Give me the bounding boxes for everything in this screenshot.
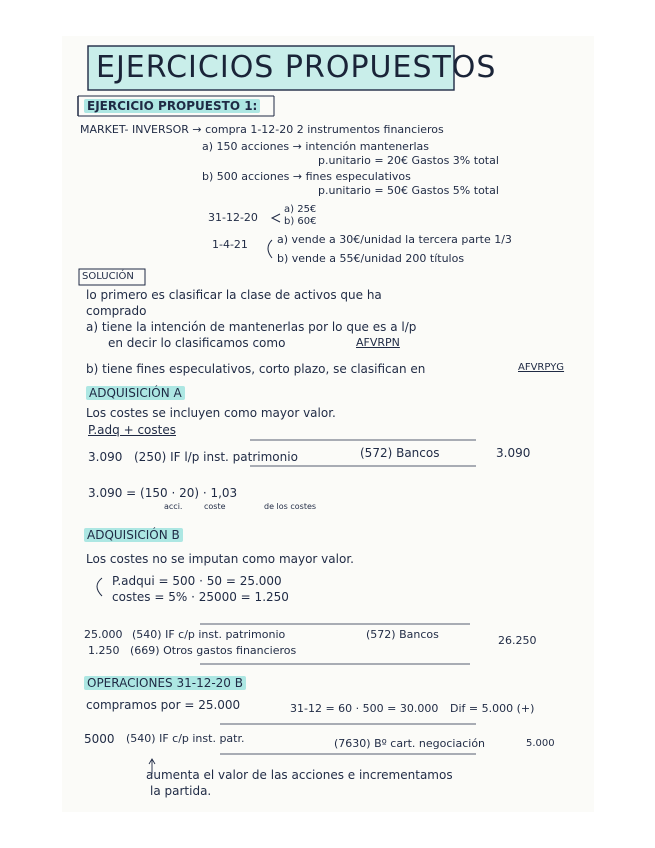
adq-a-credit-amount: 3.090 [496,446,531,460]
solution-p1b: comprado [86,304,147,318]
adq-a-text: Los costes se incluyen como mayor valor. [86,406,336,420]
solution-p3: b) tiene fines especulativos, corto plazo, se clasifican en [86,362,426,376]
date-apr-b: b) vende a 55€/unidad 200 títulos [277,252,465,265]
exercise-heading: EJERCICIO PROPUESTO 1: [84,99,260,113]
adq-b-entry2-amount: 1.250 [88,644,120,657]
date-dec-b: b) 60€ [284,216,317,227]
solution-p2b: en decir lo clasificamos como [108,336,286,350]
adq-b-line1: P.adqui = 500 · 50 = 25.000 [112,574,282,588]
adq-a-sub2: coste [204,502,226,511]
adq-a-sub3: de los costes [264,502,317,511]
oper-dif: Dif = 5.000 (+) [450,702,535,715]
solution-heading: SOLUCIÓN [82,271,134,282]
adq-b-text: Los costes no se imputan como mayor valor. [86,552,354,566]
oper-entry-debit: (540) IF c/p inst. patr. [126,732,245,745]
solution-p1: lo primero es clasificar la clase de activos que ha [86,288,382,302]
adq-b-heading: ADQUISICIÓN B [84,528,183,542]
adq-a-sub1: acci. [164,502,183,511]
oper-entry-amount: 5000 [84,732,115,746]
date-apr: 1-4-21 [212,238,248,251]
adq-a-calc: 3.090 = (150 · 20) · 1,03 [88,486,238,500]
oper-heading: OPERACIONES 31-12-20 B [84,676,246,690]
statement-line: MARKET- INVERSOR → compra 1-12-20 2 instrumentos financieros [80,123,444,136]
statement-a2: p.unitario = 20€ Gastos 3% total [318,154,499,167]
oper-note-1: aumenta el valor de las acciones e incrementamos [146,768,453,782]
adq-a-debit: (250) IF l/p inst. patrimonio [134,450,298,464]
oper-entry-credit-amount: 5.000 [526,738,555,749]
statement-b2: p.unitario = 50€ Gastos 5% total [318,184,499,197]
code-afvrpyg: AFVRPYG [518,362,565,373]
adq-a-heading: ADQUISICIÓN A [86,386,185,400]
adq-b-entry1-credit: (572) Bancos [366,628,439,641]
adq-a-formula: P.adq + costes [88,423,176,437]
page-title: EJERCICIOS PROPUESTOS [96,50,497,85]
solution-p2: a) tiene la intención de mantenerlas por lo que es a l/p [86,320,417,334]
date-apr-a: a) vende a 30€/unidad la tercera parte 1/3 [277,233,512,246]
adq-b-entry2-debit: (669) Otros gastos financieros [130,644,297,657]
oper-compramos: compramos por = 25.000 [86,698,241,712]
oper-entry-credit: (7630) Bº cart. negociación [334,737,486,750]
date-dec-a: a) 25€ [284,204,317,215]
date-dec: 31-12-20 [208,211,258,224]
adq-b-entry1-debit: (540) IF c/p inst. patrimonio [132,628,286,641]
adq-a-debit-amount: 3.090 [88,450,123,464]
adq-b-entry1-credit-amount: 26.250 [498,634,537,647]
statement-a1: a) 150 acciones → intención mantenerlas [202,140,430,153]
oper-calc: 31-12 = 60 · 500 = 30.000 [290,702,439,715]
statement-b1: b) 500 acciones → fines especulativos [202,170,411,183]
oper-note-2: la partida. [150,784,212,798]
code-afvrpn: AFVRPN [356,336,400,349]
adq-b-entry1-amount: 25.000 [84,628,123,641]
adq-b-line2: costes = 5% · 25000 = 1.250 [112,590,289,604]
adq-a-credit: (572) Bancos [360,446,440,460]
